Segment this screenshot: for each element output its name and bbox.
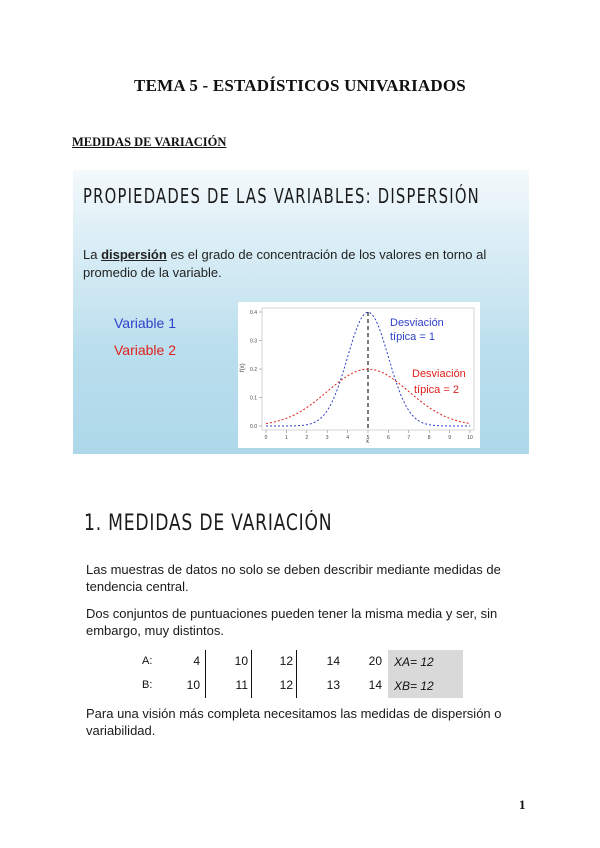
section-title: MEDIDAS DE VARIACIÓN — [72, 135, 227, 149]
column-divider — [251, 650, 252, 674]
definition-keyword: dispersión — [101, 247, 167, 262]
section1-heading: 1. MEDIDAS DE VARIACIÓN — [84, 511, 333, 536]
slide-title: PROPIEDADES DE LAS VARIABLES: DISPERSIÓN — [83, 184, 480, 208]
variable-1-label: Variable 1 — [114, 315, 177, 331]
page-title: TEMA 5 - ESTADÍSTICOS UNIVARIADOS — [134, 76, 466, 95]
mean-cell — [388, 674, 463, 698]
table-cell: 20 — [368, 654, 382, 668]
y-tick-label: 0.0 — [250, 424, 257, 430]
table-cell: 10 — [234, 654, 248, 668]
table-cell: 13 — [326, 678, 340, 692]
mean-cell — [388, 650, 463, 674]
column-divider — [296, 674, 297, 698]
y-tick-label: 0.2 — [250, 367, 257, 373]
table-cell: 4 — [193, 654, 200, 668]
x-tick-label: 2 — [305, 435, 309, 441]
variable-2-label: Variable 2 — [114, 342, 177, 358]
y-tick-label: 0.3 — [250, 338, 257, 345]
x-tick-label: 8 — [427, 435, 431, 441]
mean-value: XA= 12 — [394, 655, 434, 669]
column-divider — [296, 650, 297, 674]
definition-pre: La — [83, 247, 102, 262]
page-number: 1 — [519, 797, 526, 812]
x-tick-label: 4 — [346, 435, 349, 441]
row-label: B: — [142, 679, 153, 691]
definition-post: es el grado de concentración de los valores en torno al promedio de la variable. — [83, 247, 487, 280]
table-cell: 12 — [279, 654, 293, 668]
x-tick-label: 9 — [448, 435, 451, 441]
chart-svg — [238, 302, 480, 448]
x-tick-label: 10 — [467, 435, 473, 441]
sd1-annotation-line1: Desviación — [390, 317, 444, 329]
paragraph-1: Las muestras de datos no solo se deben describir mediante medidas de tendencia central. — [86, 562, 501, 594]
x-tick-label: 7 — [407, 435, 411, 441]
column-divider — [205, 650, 206, 674]
table-cell: 14 — [326, 654, 340, 668]
x-axis-label: x — [366, 439, 369, 445]
table-cell: 11 — [235, 678, 248, 692]
sd2-annotation-line2: típica = 2 — [414, 384, 459, 396]
x-tick-label: 0 — [264, 435, 268, 441]
x-tick-label: 1 — [285, 435, 288, 441]
normal-curves-plot — [238, 302, 480, 448]
table-cell: 10 — [186, 678, 200, 692]
table-cell: 12 — [279, 678, 293, 692]
row-label: A: — [142, 655, 153, 667]
y-axis-label: f(x) — [240, 363, 246, 372]
y-tick-label: 0.1 — [250, 395, 257, 402]
dispersion-slide — [73, 170, 529, 454]
column-divider — [251, 674, 252, 698]
table-cell: 14 — [368, 678, 382, 692]
x-tick-label: 6 — [387, 435, 390, 441]
y-tick-label: 0.4 — [250, 310, 257, 316]
sd2-annotation-line1: Desviación — [412, 368, 466, 380]
paragraph-3: Para una visión más completa necesitamos las medidas de dispersión o variabilidad. — [86, 706, 502, 738]
paragraph-2: Dos conjuntos de puntuaciones pueden tener la misma media y ser, sin embargo, muy distintos. — [86, 606, 498, 638]
x-tick-label: 3 — [325, 435, 329, 441]
mean-value: XB= 12 — [394, 679, 434, 693]
column-divider — [205, 674, 206, 698]
sd1-annotation-line2: típica = 1 — [390, 331, 435, 343]
slide-definition — [83, 246, 528, 282]
x-tick-label: 5 — [366, 435, 370, 441]
